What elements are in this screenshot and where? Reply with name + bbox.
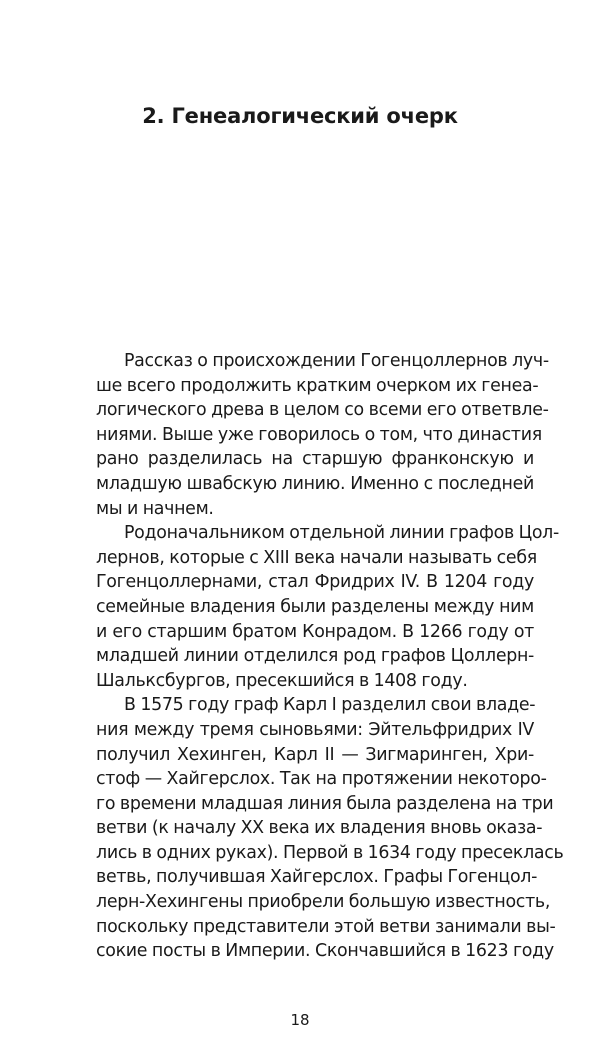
chapter-title: 2. Генеалогический очерк [142, 104, 458, 128]
text-line: В 1575 году граф Карл I разделил свои владе- [124, 695, 536, 716]
text-line: рано разделилась на старшую франконскую и [96, 449, 534, 470]
paragraph-2 [68, 521, 559, 693]
text-line: младшей линии отделился род графов Цоллерн- [96, 646, 534, 667]
text-line: Гогенцоллернами, стал Фридрих IV. В 1204 году [96, 572, 534, 593]
text-line: Родоначальником отдельной линии графов Цол- [124, 523, 559, 544]
text-line: лерн-Хехингены приобрели большую известность, [96, 892, 551, 913]
text-line: мы и начнем. [96, 498, 214, 519]
text-line: ниями. Выше уже говорилось о том, что династия [96, 424, 542, 445]
text-line: и его старшим братом Конрадом. В 1266 году от [96, 621, 534, 642]
text-line: ше всего продолжить кратким очерком их генеа- [96, 375, 539, 396]
text-line: Рассказ о происхождении Гогенцоллернов луч- [124, 351, 549, 371]
text-line: лернов, которые с XIII века начали называть себя [96, 547, 537, 568]
text-line: ния между тремя сыновьями: Эйтельфридрих IV [96, 719, 534, 740]
text-line: получил Хехинген, Карл II — Зигмаринген, Хри- [96, 744, 534, 765]
body-text [68, 349, 564, 964]
text-line: логического древа в целом со всеми его ответвле- [96, 400, 549, 421]
text-line: лись в одних руках). Первой в 1634 году пресеклась [96, 842, 564, 863]
text-line: семейные владения были разделены между ним [96, 596, 534, 617]
text-line: стоф — Хайгерслох. Так на протяжении некоторо- [96, 769, 547, 790]
text-line: го времени младшая линия была разделена на три [96, 793, 554, 814]
paragraph-3 [68, 693, 564, 964]
text-line: младшую швабскую линию. Именно с последней [96, 473, 534, 494]
paragraph-1 [68, 349, 549, 521]
text-line: поскольку представители этой ветви занимали вы- [96, 916, 556, 937]
text-line: сокие посты в Империи. Скончавшийся в 1623 году [96, 941, 554, 962]
page-number: 18 [290, 1011, 310, 1029]
text-line: ветвь, получившая Хайгерслох. Графы Гогенцол- [96, 867, 538, 888]
text-line: ветви (к началу XX века их владения вновь оказа- [96, 818, 543, 839]
text-line: Шальксбургов, пресекшийся в 1408 году. [96, 670, 468, 691]
